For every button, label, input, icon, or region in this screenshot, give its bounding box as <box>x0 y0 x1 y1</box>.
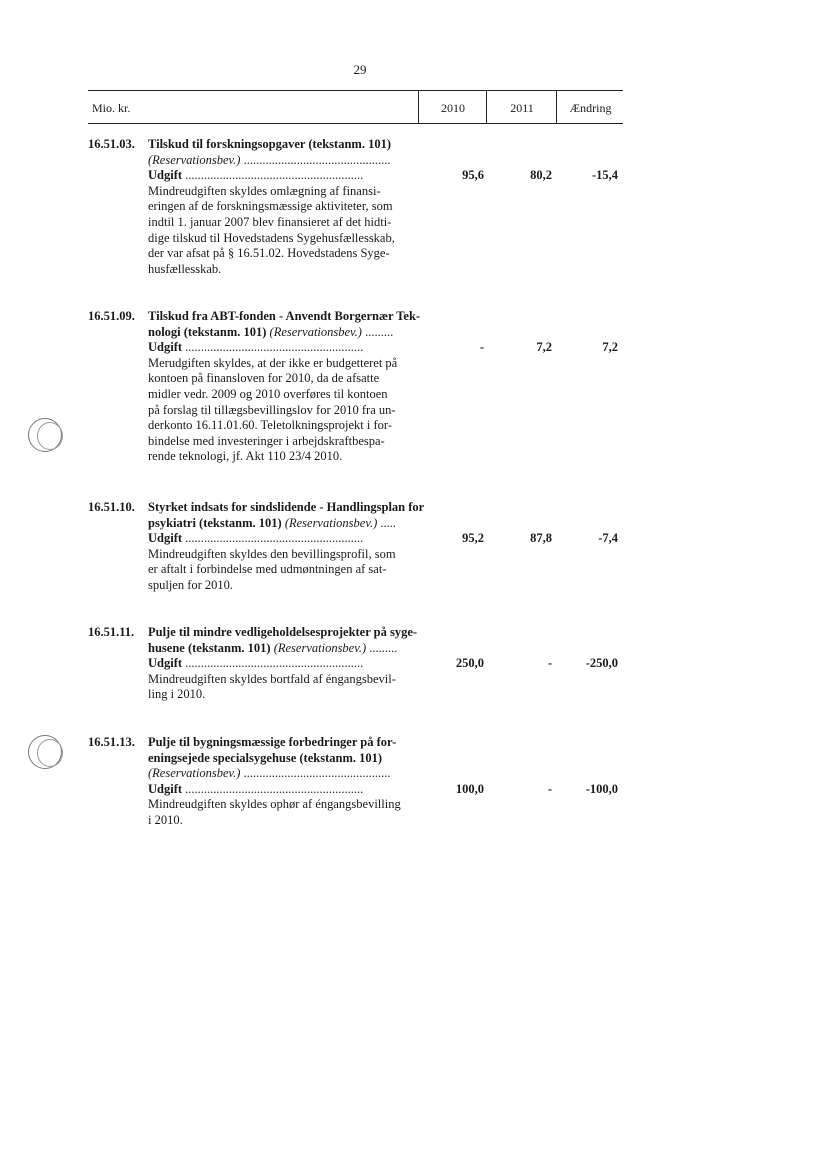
desc-line: på forslag til tillægsbevillingslov for 2010 fra un- <box>148 402 396 417</box>
leader-dots: ......................................................... <box>182 531 364 546</box>
desc-line: rende teknologi, jf. Akt 110 23/4 2010. <box>148 449 343 464</box>
value-2011: 80,2 <box>530 168 552 182</box>
entry-description <box>148 184 442 278</box>
reservation-label: (Reservationsbev.) <box>273 640 367 655</box>
col-2010-header: 2010 <box>418 91 487 123</box>
desc-line: indtil 1. januar 2007 blev finansieret af det hidti- <box>148 214 392 229</box>
desc-line: Mindreudgiften skyldes bortfald af éngangsbevil- <box>148 671 396 686</box>
value-2010: - <box>479 340 484 354</box>
value-change: 7,2 <box>602 340 618 354</box>
leader-dots: ......... <box>366 640 398 655</box>
leader-dots: ............................................... <box>240 766 391 781</box>
desc-line: spuljen for 2010. <box>148 577 234 592</box>
leader-dots: ......... <box>361 324 394 339</box>
value-change: -250,0 <box>585 656 618 670</box>
leader-dots: ..... <box>377 515 397 530</box>
entry-title-cont: eningsejede specialsygehuse (tekstanm. 101) <box>148 750 383 765</box>
desc-line: derkonto 16.11.01.60. Teletolkningsprojekt i for- <box>148 418 392 433</box>
col-change-header: Ændring <box>556 91 624 123</box>
reservation-label: (Reservationsbev.) <box>269 324 362 339</box>
desc-line: Mindreudgiften skyldes ophør af éngangsbevilling <box>148 797 401 812</box>
entry-title: Tilskud fra ABT-fonden - Anvendt Borgernær Tek- <box>148 309 421 323</box>
desc-line: dige tilskud til Hovedstadens Sygehusfællesskab, <box>148 230 395 245</box>
leader-dots: ......................................................... <box>182 340 364 355</box>
value-2010: 95,2 <box>462 531 484 545</box>
udgift-label: Udgift <box>148 531 183 546</box>
punch-hole-mark <box>28 735 62 769</box>
page-number: 29 <box>353 62 367 77</box>
entry-title-cont: nologi (tekstanm. 101) <box>148 324 267 339</box>
value-2010: 100,0 <box>455 782 484 796</box>
desc-line: Mindreudgiften skyldes omlægning af finansi- <box>148 183 381 198</box>
udgift-label: Udgift <box>148 340 183 355</box>
leader-dots: ......................................................... <box>182 168 364 183</box>
entry-title-cont: husene (tekstanm. 101) <box>148 640 271 655</box>
value-2011: 87,8 <box>530 531 552 545</box>
desc-line: er aftalt i forbindelse med udmøntningen af sat- <box>148 562 387 577</box>
desc-line: eringen af de forskningsmæssige aktiviteter, som <box>148 199 393 214</box>
desc-line: husfællesskab. <box>148 261 222 276</box>
value-2010: 95,6 <box>462 168 484 182</box>
desc-line: midler vedr. 2009 og 2010 overføres til kontoen <box>148 386 388 401</box>
reservation-label: (Reservationsbev.) <box>148 152 241 167</box>
udgift-label: Udgift <box>148 656 183 671</box>
entry-code: 16.51.09. <box>88 309 135 323</box>
desc-line: bindelse med investeringer i arbejdskraftbespa- <box>148 433 385 448</box>
punch-hole-mark <box>28 418 62 452</box>
value-2011: 7,2 <box>536 340 552 354</box>
desc-line: Merudgiften skyldes, at der ikke er budgetteret på <box>148 355 398 370</box>
entry-code: 16.51.10. <box>88 500 135 514</box>
desc-line: i 2010. <box>148 812 183 827</box>
reservation-label: (Reservationsbev.) <box>148 766 241 781</box>
value-2011: - <box>547 782 552 796</box>
entry-description <box>148 356 442 465</box>
value-2010: 250,0 <box>455 656 484 670</box>
entry-title: Tilskud til forskningsopgaver (tekstanm. 101) <box>148 137 391 151</box>
col-2011-header: 2011 <box>486 91 557 123</box>
entry-description <box>148 547 442 594</box>
value-change: -100,0 <box>585 782 618 796</box>
udgift-label: Udgift <box>148 781 183 796</box>
leader-dots: ............................................... <box>240 152 391 167</box>
entry-title: Pulje til mindre vedligeholdelsesprojekter på syge- <box>148 625 418 639</box>
entry-code: 16.51.03. <box>88 137 135 151</box>
entry-title: Styrket indsats for sindslidende - Handlingsplan for <box>148 500 425 514</box>
desc-line: Mindreudgiften skyldes den bevillingsprofil, som <box>148 546 396 561</box>
desc-line: kontoen på finansloven for 2010, da de afsatte <box>148 371 380 386</box>
entry-code: 16.51.11. <box>88 625 135 639</box>
entry-title-cont: psykiatri (tekstanm. 101) <box>148 515 282 530</box>
desc-line: ling i 2010. <box>148 687 206 702</box>
unit-label: Mio. kr. <box>92 101 131 115</box>
table-header <box>88 90 623 124</box>
entry-code: 16.51.13. <box>88 735 135 749</box>
desc-line: der var afsat på § 16.51.02. Hovedstadens Syge- <box>148 246 390 261</box>
reservation-label: (Reservationsbev.) <box>284 515 378 530</box>
entry-title: Pulje til bygningsmæssige forbedringer på for- <box>148 735 397 749</box>
leader-dots: ......................................................... <box>182 781 364 796</box>
entry-description <box>148 672 442 703</box>
entry-description <box>148 797 442 828</box>
leader-dots: ......................................................... <box>182 656 364 671</box>
value-2011: - <box>547 656 552 670</box>
value-change: -15,4 <box>591 168 618 182</box>
value-change: -7,4 <box>598 531 618 545</box>
udgift-label: Udgift <box>148 168 183 183</box>
